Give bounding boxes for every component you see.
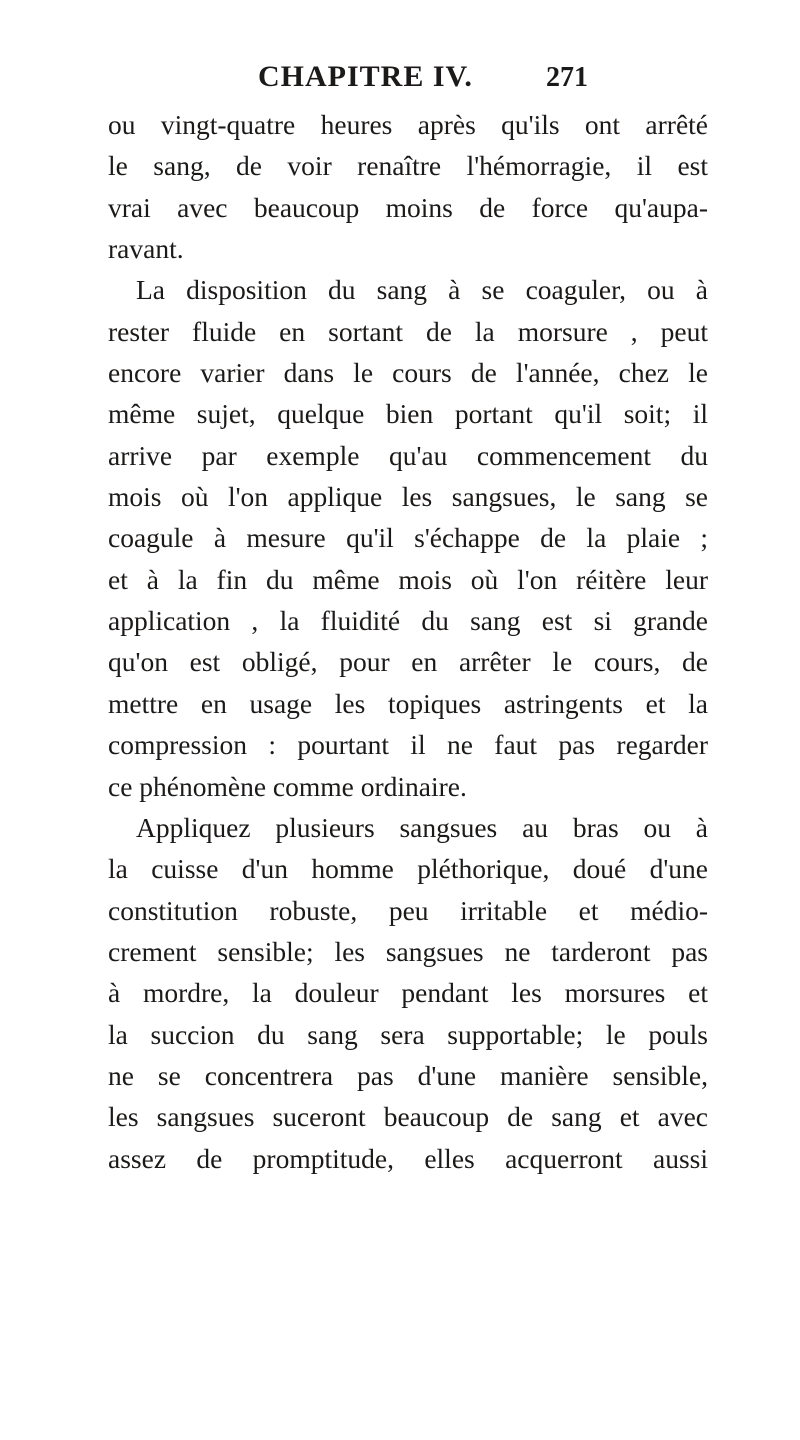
text-line: Appliquez plusieurs sangsues au bras ou à [136,811,708,843]
text-line: et à la fin du même mois où l'on réitère leur [108,563,708,595]
text-line: crement sensible; les sangsues ne tarderont pas [108,935,708,967]
text-line: même sujet, quelque bien portant qu'il soit; il [108,398,708,430]
text-line: les sangsues suceront beaucoup de sang et avec [108,1101,708,1133]
page-header [0,60,800,108]
text-line: ou vingt-quatre heures après qu'ils ont arrêté [108,109,708,140]
text-line: coagule à mesure qu'il s'échappe de la plaie ; [108,522,708,554]
text-line: La disposition du sang à se coaguler, ou à [136,274,708,306]
body-text [108,104,708,1179]
text-line: rester fluide en sortant de la morsure , peut [108,315,708,347]
text-line: ravant. [108,233,184,265]
text-line: la succion du sang sera supportable; le pouls [108,1018,708,1050]
page-number: 271 [546,62,588,93]
text-line: le sang, de voir renaître l'hémorragie, il est [108,150,708,182]
running-title: CHAPITRE IV. [258,60,473,93]
text-line: arrive par exemple qu'au commencement du [108,439,708,471]
text-line: la cuisse d'un homme pléthorique, doué d'une [108,853,708,885]
text-line: compression : pourtant il ne faut pas regarder [108,729,708,761]
text-line: constitution robuste, peu irritable et médio- [108,894,708,926]
text-line: mois où l'on applique les sangsues, le sang se [108,481,708,513]
text-line: qu'on est obligé, pour en arrêter le cours, de [108,646,708,678]
text-line: vrai avec beaucoup moins de force qu'aupa- [108,191,708,223]
text-line: mettre en usage les topiques astringents et la [108,687,708,719]
text-line: assez de promptitude, elles acquerront aussi [108,1142,708,1174]
text-line: ce phénomène comme ordinaire. [108,770,467,802]
text-line: application , la fluidité du sang est si grande [108,605,708,637]
text-line: ne se concentrera pas d'une manière sensible, [108,1059,708,1091]
text-line: encore varier dans le cours de l'année, chez le [108,357,708,389]
text-line: à mordre, la douleur pendant les morsures et [108,977,708,1009]
